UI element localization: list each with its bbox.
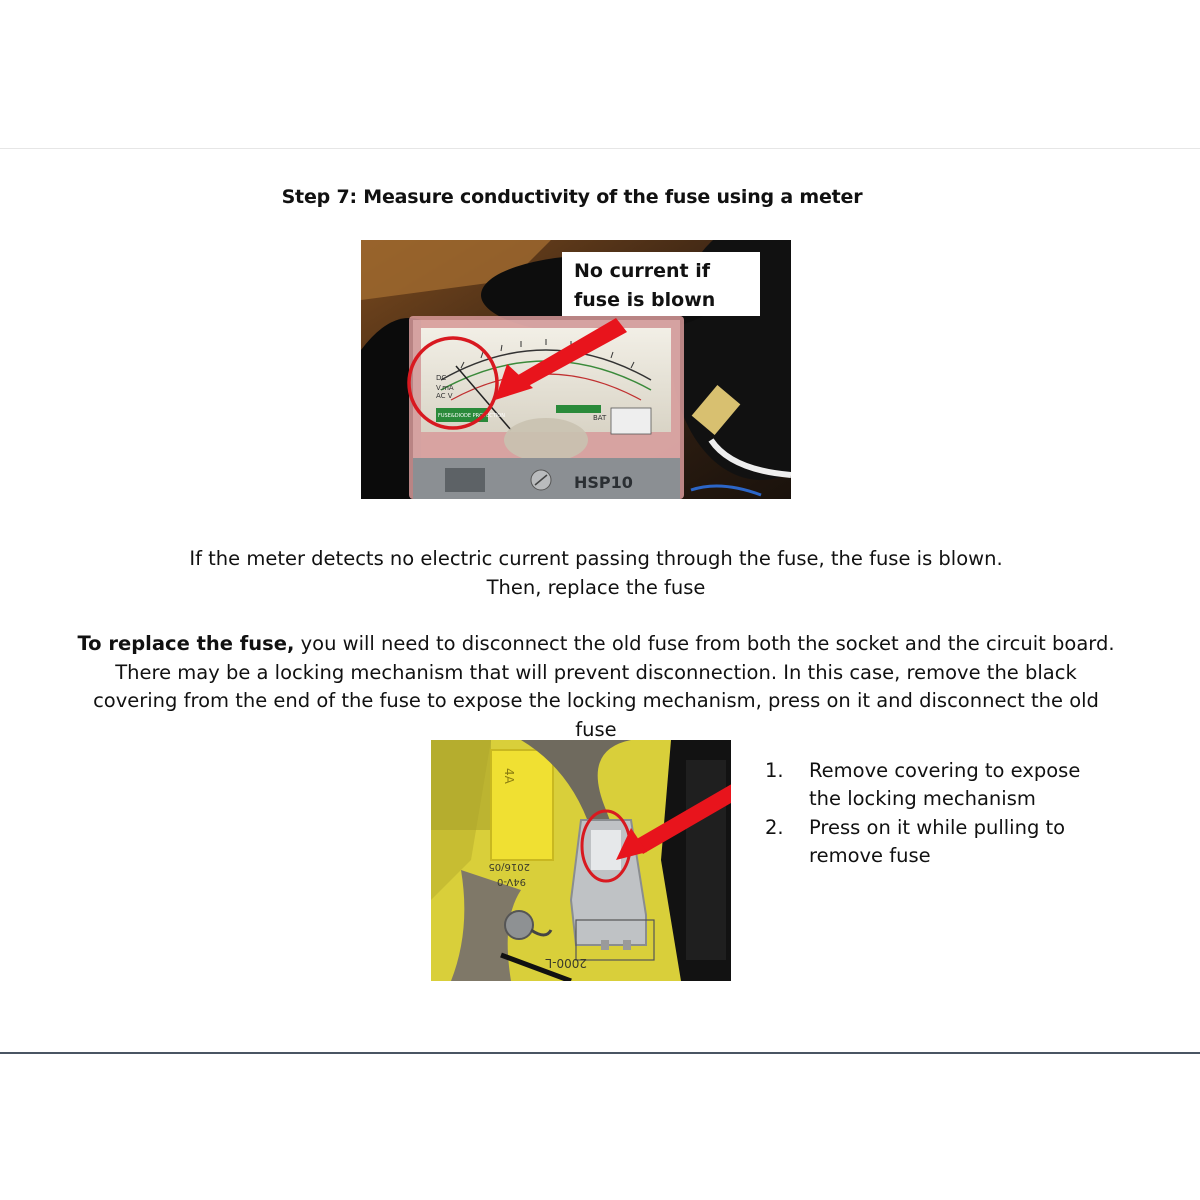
replace-line-4: fuse xyxy=(575,717,617,741)
steps-list xyxy=(765,757,1094,870)
detect-line-1: If the meter detects no electric current passing through the fuse, the fuse is blown. xyxy=(189,547,1003,570)
meter-vma-label: V.mA xyxy=(436,384,454,392)
step-number: 2. xyxy=(765,815,784,839)
meter-dc-label: DC xyxy=(436,374,447,382)
step-title: Step 7: Measure conductivity of the fuse using a meter xyxy=(281,186,863,208)
board-label-b: 2000-L xyxy=(545,956,587,970)
callout-box: No current if fuse is blown xyxy=(562,252,760,316)
step-number: 1. xyxy=(765,759,784,782)
replace-lead: To replace the fuse, xyxy=(77,632,295,655)
replace-line-2: There may be a locking mechanism that will prevent disconnection. In this case, remove the black xyxy=(115,660,1077,684)
replace-line-3: covering from the end of the fuse to expose the locking mechanism, press on it and disconnect the old xyxy=(93,689,1099,712)
cap-label: 4A xyxy=(502,768,516,784)
step-text: Remove covering to expose the locking mechanism xyxy=(809,759,1081,811)
detect-line-2: Then, replace the fuse xyxy=(486,575,706,599)
meter-model-label: HSP10 xyxy=(574,473,633,492)
circuit-board-photo xyxy=(431,740,731,981)
replace-line-1-rest: you will need to disconnect the old fuse from both the socket and the circuit board. xyxy=(294,632,1115,655)
list-item xyxy=(765,757,1094,814)
detect-paragraph xyxy=(0,545,1192,602)
step-text: Press on it while pulling to remove fuse xyxy=(809,815,1066,867)
board-label-c: 2016/05 xyxy=(488,861,530,872)
replace-line-1 xyxy=(0,630,1192,659)
list-item xyxy=(765,814,1094,871)
meter-protect-label: FUSE&DIODE PROTECTION xyxy=(438,413,505,419)
meter-bat-label: BAT xyxy=(593,414,607,422)
replace-paragraph xyxy=(0,630,1192,744)
meter-ac-label: AC V xyxy=(436,392,453,400)
board-label-a: 94V-0 xyxy=(497,876,526,887)
